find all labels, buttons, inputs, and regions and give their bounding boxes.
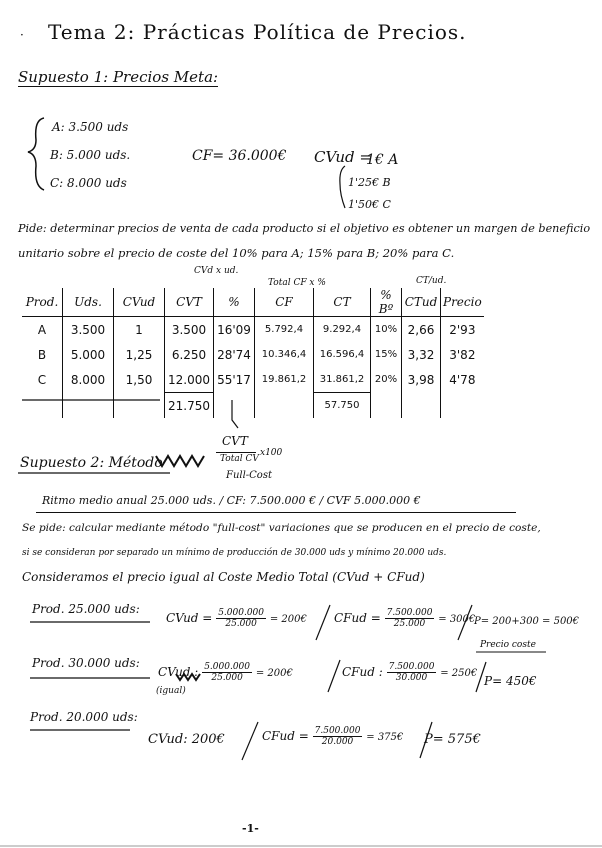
p25-cf-fraction [385,608,435,629]
total-ct: 57.750 [314,393,371,419]
cell [402,393,441,419]
cell [214,393,255,419]
p20-cf-num: 7.500.000 [314,726,361,736]
cell: 9.292,4 [314,317,371,343]
cell: B [37,347,47,362]
cvud-label: CVud = [314,148,372,166]
cell: 1 [114,317,165,343]
cell [114,393,165,419]
p30-price: P= 450€ [484,674,537,688]
page-title: Tema 2: Prácticas Política de Precios. [48,20,467,44]
col-ct: CT [314,288,371,317]
price-table [22,288,484,418]
p25-cv-fraction [216,608,266,629]
ritmo-underline [36,512,516,513]
col-prod: Prod. [22,288,63,317]
note-ct-ud: CT/ud. [416,276,447,286]
p25-cv [166,608,307,629]
col-cf: CF [255,288,314,317]
p25-cf-num: 7.500.000 [386,608,433,618]
p30-cf-den: 30.000 [395,673,428,683]
p25-price-note: Precio coste [480,640,536,650]
p25-cf [334,608,475,629]
p30-cf-label: CFud : [342,665,383,679]
cell: 1,50 [114,367,165,393]
p30-cv-num: 5.000.000 [204,662,250,672]
p20-price: P= 575€ [424,732,481,747]
p25-label: Prod. 25.000 uds: [32,602,140,616]
p30-cv-res: = 200€ [255,668,293,679]
p25-cf-res: = 300€ [438,614,476,625]
cell: 15% [371,342,402,367]
table-row [22,342,484,367]
cell: 16'09 [214,317,255,343]
unit-b: B: 5.000 uds. [50,148,131,162]
cvud-c: 1'50€ C [348,198,391,211]
p25-cv-label: CVud = [166,611,213,625]
cell: 2,66 [402,317,441,343]
pct-note-x100: x100 [260,448,283,458]
col-pct-bo: % Bº [371,288,402,317]
p30-cv-sub: (igual) [156,686,186,696]
cell: 20% [371,367,402,393]
cell: 5.000 [63,342,114,367]
s2-consider: Consideramos el precio igual al Coste Medio Total (CVud + CFud) [22,570,425,584]
p30-cf-num: 7.500.000 [388,662,435,672]
cell: 10% [371,317,402,343]
cell: 3.500 [63,317,114,343]
s2-heading: Supuesto 2: Método [20,455,163,471]
cell [22,393,63,419]
s2-ritmo: Ritmo medio anual 25.000 uds. / CF: 7.500.000 € / CVF 5.000.000 € [42,494,421,507]
cell: 3,32 [402,342,441,367]
note-cvd-x-ud: CVd x ud. [194,266,239,276]
cvud-b: 1'25€ B [348,176,391,189]
cell: 3'82 [441,342,484,367]
s2-pide-line2: si se consideran por separado un mínimo de producción de 30.000 uds y mínimo 20.000 uds. [22,548,447,558]
cell: 55'17 [214,367,255,393]
p25-cv-res: = 200€ [269,614,307,625]
p25-cv-num: 5.000.000 [218,608,264,618]
p30-label: Prod. 30.000 uds: [32,656,140,670]
cell [371,393,402,419]
cell [255,393,314,419]
p20-cf-den: 20.000 [321,737,354,747]
cell: 28'74 [214,342,255,367]
s1-pide-line2: unitario sobre el precio de coste del 10% para A; 15% para B; 20% para C. [18,246,455,260]
col-precio: Precio [441,288,484,317]
cell: C [37,372,47,387]
p25-cv-den: 25.000 [225,619,257,629]
table-row [22,367,484,393]
p30-cv [158,662,293,683]
s2-full-cost: Full-Cost [226,470,272,481]
fixed-cost: CF= 36.000€ [192,148,287,164]
p25-cf-label: CFud = [334,611,381,625]
cvud-a: 1€ A [366,152,399,168]
p20-cf-res: = 375€ [366,732,404,743]
cell: 16.596,4 [314,342,371,367]
cell: A [37,322,47,337]
cell: 6.250 [165,342,214,367]
p20-cf-fraction [313,726,363,747]
cell [441,393,484,419]
p30-cv-label: CVud : [158,665,199,679]
bullet-dot: · [20,28,24,42]
p30-cf-res: = 250€ [440,668,478,679]
cell: 8.000 [63,367,114,393]
p30-cv-den: 25.000 [211,673,243,683]
p20-cv: CVud: 200€ [148,732,225,747]
cell: 5.792,4 [255,317,314,343]
p20-label: Prod. 20.000 uds: [30,710,138,724]
col-uds: Uds. [63,288,114,317]
p30-cf-fraction [387,662,437,683]
unit-c: C: 8.000 uds [50,176,127,190]
note-total-cf: Total CF x % [268,278,326,288]
cell: 3,98 [402,367,441,393]
col-pct: % [214,288,255,317]
pct-note-den: Total CV [220,454,259,464]
p30-cv-fraction [202,662,252,683]
p25-price: P= 200+300 = 500€ [474,616,580,627]
p20-cf [262,726,403,747]
table-row [22,317,484,343]
cell: 12.000 [165,367,214,393]
cell: 19.861,2 [255,367,314,393]
s1-heading: Supuesto 1: Precios Meta: [18,68,219,86]
p30-cf [342,662,477,683]
pct-note-num: CVT [222,434,248,448]
cell: 31.861,2 [314,367,371,393]
s1-pide-line1: Pide: determinar precios de venta de cada producto si el objetivo es obtener un margen de beneficio [18,222,591,235]
col-ctud: CTud [402,288,441,317]
cell: 3.500 [165,317,214,343]
s2-pide-line1: Se pide: calcular mediante método "full-cost" variaciones que se producen en el precio de coste, [22,522,541,534]
fraction-bar [216,452,256,453]
unit-a: A: 3.500 uds [52,120,129,134]
p20-cf-label: CFud = [262,729,309,743]
cell: 10.346,4 [255,342,314,367]
table-header-row [22,288,484,317]
p25-cf-den: 25.000 [393,619,426,629]
cell [63,393,114,419]
table-total-row [22,393,484,419]
col-cvud: CVud [114,288,165,317]
cell: 2'93 [441,317,484,343]
cell: 1,25 [114,342,165,367]
page-number: -1- [242,822,259,835]
total-cvt: 21.750 [165,393,214,419]
col-cvt: CVT [165,288,214,317]
cell: 4'78 [441,367,484,393]
